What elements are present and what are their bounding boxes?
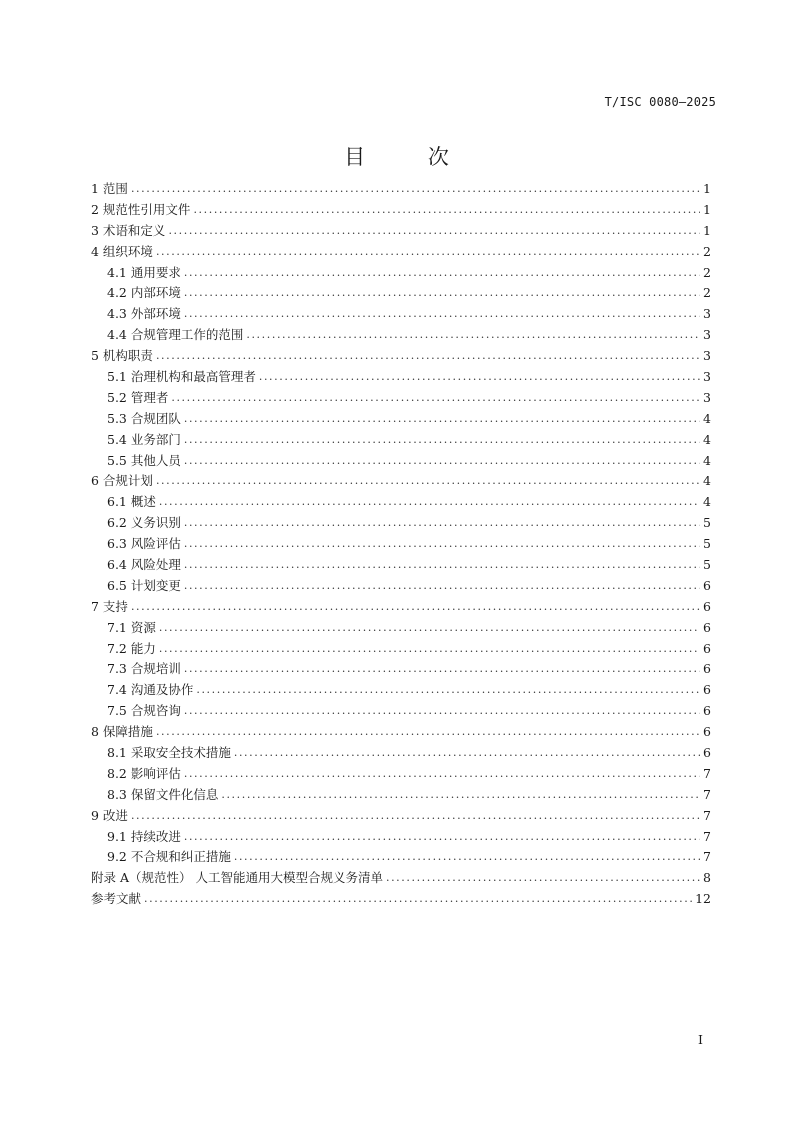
toc-entry[interactable]: [91, 785, 711, 806]
toc-leader-dots: [184, 701, 700, 722]
toc-entry-label: 6 合规计划: [91, 473, 153, 489]
toc-entry-page: 3: [703, 348, 711, 364]
toc-leader-dots: [221, 785, 700, 806]
toc-entry-page: 7: [703, 807, 711, 823]
toc-leader-dots: [184, 659, 700, 680]
toc-entry[interactable]: [91, 325, 711, 346]
toc-entry-label: 8.2 影响评估: [107, 765, 181, 781]
toc-entry-page: 5: [703, 515, 711, 531]
toc-leader-dots: [156, 346, 700, 367]
toc-entry-label: 8.1 采取安全技术措施: [107, 745, 231, 761]
toc-entry[interactable]: [91, 492, 711, 513]
toc-entry-page: 7: [703, 828, 711, 844]
toc-leader-dots: [234, 743, 700, 764]
toc-leader-dots: [184, 430, 700, 451]
toc-entry[interactable]: [91, 597, 711, 618]
toc-entry-label: 8 保障措施: [91, 724, 153, 740]
toc-entry[interactable]: [91, 680, 711, 701]
toc-entry-label: 8.3 保留文件化信息: [107, 786, 219, 802]
toc-leader-dots: [184, 451, 700, 472]
toc-entry-label: 5.5 其他人员: [107, 452, 181, 468]
toc-entry[interactable]: [91, 868, 711, 889]
toc-entry[interactable]: [91, 221, 711, 242]
toc-entry[interactable]: [91, 701, 711, 722]
toc-entry[interactable]: [91, 722, 711, 743]
toc-leader-dots: [131, 179, 700, 200]
toc-leader-dots: [184, 283, 700, 304]
toc-entry-page: 7: [703, 849, 711, 865]
toc-entry[interactable]: [91, 409, 711, 430]
toc-entry[interactable]: [91, 242, 711, 263]
toc-entry-label: 5.3 合规团队: [107, 410, 181, 426]
toc-entry-page: 6: [703, 598, 711, 614]
table-of-contents: [91, 179, 711, 910]
toc-leader-dots: [184, 513, 700, 534]
toc-entry-page: 3: [703, 369, 711, 384]
toc-entry[interactable]: [91, 451, 711, 472]
toc-leader-dots: [259, 367, 700, 388]
toc-entry-page: 3: [703, 327, 711, 343]
toc-leader-dots: [184, 304, 700, 325]
toc-entry-page: 6: [703, 619, 711, 635]
toc-leader-dots: [184, 409, 700, 430]
toc-leader-dots: [386, 868, 700, 889]
toc-entry-label: 7 支持: [91, 598, 128, 614]
toc-entry-page: 4: [703, 452, 711, 468]
toc-leader-dots: [159, 492, 700, 513]
toc-entry-label: 6.1 概述: [107, 494, 156, 510]
toc-entry-page: 2: [703, 243, 711, 259]
toc-entry-label: 6.4 风险处理: [107, 557, 181, 573]
toc-leader-dots: [184, 827, 700, 848]
toc-entry[interactable]: [91, 639, 711, 660]
toc-entry[interactable]: [91, 534, 711, 555]
toc-leader-dots: [156, 722, 700, 743]
toc-leader-dots: [171, 388, 700, 409]
toc-entry[interactable]: [91, 263, 711, 284]
toc-entry-label: 5.4 业务部门: [107, 431, 181, 447]
toc-entry[interactable]: [91, 200, 711, 221]
toc-entry[interactable]: [91, 659, 711, 680]
toc-entry[interactable]: [91, 576, 711, 597]
toc-leader-dots: [184, 534, 700, 555]
toc-entry-label: 9 改进: [91, 807, 128, 823]
toc-entry-label: 参考文献: [91, 891, 142, 907]
toc-entry-label: 7.3 合规培训: [107, 661, 181, 677]
document-code: T/ISC 0080—2025: [604, 95, 716, 109]
toc-entry[interactable]: [91, 304, 711, 325]
toc-entry-label: 7.2 能力: [107, 640, 156, 656]
toc-leader-dots: [156, 242, 700, 263]
toc-entry[interactable]: [91, 513, 711, 534]
toc-leader-dots: [193, 200, 700, 221]
toc-entry-page: 6: [703, 661, 711, 677]
toc-entry-label: 4.4 合规管理工作的范围: [107, 327, 244, 343]
toc-entry[interactable]: [91, 430, 711, 451]
toc-entry-label: 2 规范性引用文件: [91, 201, 191, 217]
toc-entry-label: 附录 A（规范性） 人工智能通用大模型合规义务清单: [91, 870, 383, 886]
toc-entry-page: 5: [703, 557, 711, 573]
toc-entry-page: 6: [703, 577, 711, 593]
toc-entry-label: 5.2 管理者: [107, 389, 169, 405]
toc-entry[interactable]: [91, 367, 711, 388]
toc-leader-dots: [184, 576, 700, 597]
toc-entry-page: 6: [703, 745, 711, 761]
toc-leader-dots: [144, 889, 692, 910]
toc-entry[interactable]: [91, 889, 711, 910]
toc-leader-dots: [131, 806, 700, 827]
toc-entry-page: 3: [703, 306, 711, 322]
toc-entry-label: 7.4 沟通及协作: [107, 682, 194, 698]
toc-entry-page: 1: [703, 180, 711, 196]
toc-entry-page: 12: [695, 891, 711, 907]
toc-entry-label: 9.1 持续改进: [107, 828, 181, 844]
toc-entry-label: 6.2 义务识别: [107, 515, 181, 531]
toc-leader-dots: [196, 680, 700, 701]
toc-entry[interactable]: [91, 388, 711, 409]
toc-entry-label: 4.2 内部环境: [107, 285, 181, 301]
toc-leader-dots: [246, 325, 700, 346]
toc-entry-page: 6: [703, 640, 711, 656]
toc-entry-label: 6.3 风险评估: [107, 536, 181, 552]
toc-entry-page: 2: [703, 285, 711, 301]
toc-entry-label: 3 术语和定义: [91, 222, 166, 238]
page-number: I: [698, 1032, 703, 1047]
toc-entry-page: 6: [703, 724, 711, 740]
toc-entry-page: 3: [703, 389, 711, 405]
toc-entry[interactable]: [91, 743, 711, 764]
toc-entry[interactable]: [91, 848, 711, 869]
toc-entry[interactable]: [91, 827, 711, 848]
toc-entry-label: 6.5 计划变更: [107, 577, 181, 593]
toc-entry-label: 9.2 不合规和纠正措施: [107, 849, 231, 865]
toc-leader-dots: [156, 471, 700, 492]
toc-entry-page: 4: [703, 410, 711, 426]
toc-leader-dots: [184, 555, 700, 576]
toc-entry-label: 4.3 外部环境: [107, 306, 181, 322]
toc-leader-dots: [159, 639, 700, 660]
toc-entry-label: 4 组织环境: [91, 243, 153, 259]
toc-entry-page: 7: [703, 786, 711, 802]
toc-entry-page: 6: [703, 703, 711, 719]
toc-entry-page: 4: [703, 494, 711, 510]
toc-leader-dots: [168, 221, 700, 242]
toc-entry-page: 5: [703, 536, 711, 552]
toc-entry[interactable]: [91, 806, 711, 827]
toc-entry-page: 1: [703, 201, 711, 217]
toc-entry[interactable]: [91, 346, 711, 367]
toc-entry-page: 8: [703, 870, 711, 886]
toc-entry-page: 7: [703, 765, 711, 781]
toc-entry[interactable]: [91, 618, 711, 639]
toc-entry-label: 7.1 资源: [107, 619, 156, 635]
toc-entry-label: 5 机构职责: [91, 348, 153, 364]
toc-entry-page: 4: [703, 473, 711, 489]
toc-entry[interactable]: [91, 471, 711, 492]
toc-entry-page: 6: [703, 682, 711, 698]
toc-leader-dots: [184, 764, 700, 785]
toc-entry[interactable]: [91, 283, 711, 304]
toc-entry-page: 4: [703, 431, 711, 447]
toc-leader-dots: [159, 618, 700, 639]
toc-entry-label: 7.5 合规咨询: [107, 703, 181, 719]
toc-entry[interactable]: [91, 179, 711, 200]
toc-leader-dots: [131, 597, 700, 618]
toc-leader-dots: [184, 263, 700, 284]
toc-leader-dots: [234, 847, 700, 868]
toc-entry-label: 4.1 通用要求: [107, 264, 181, 280]
toc-entry-label: 1 范围: [91, 180, 128, 196]
toc-entry-page: 1: [703, 222, 711, 238]
toc-entry-label: 5.1 治理机构和最高管理者: [107, 369, 256, 384]
toc-entry[interactable]: [91, 764, 711, 785]
page-title: 目 次: [344, 145, 477, 169]
toc-entry-page: 2: [703, 264, 711, 280]
toc-entry[interactable]: [91, 555, 711, 576]
